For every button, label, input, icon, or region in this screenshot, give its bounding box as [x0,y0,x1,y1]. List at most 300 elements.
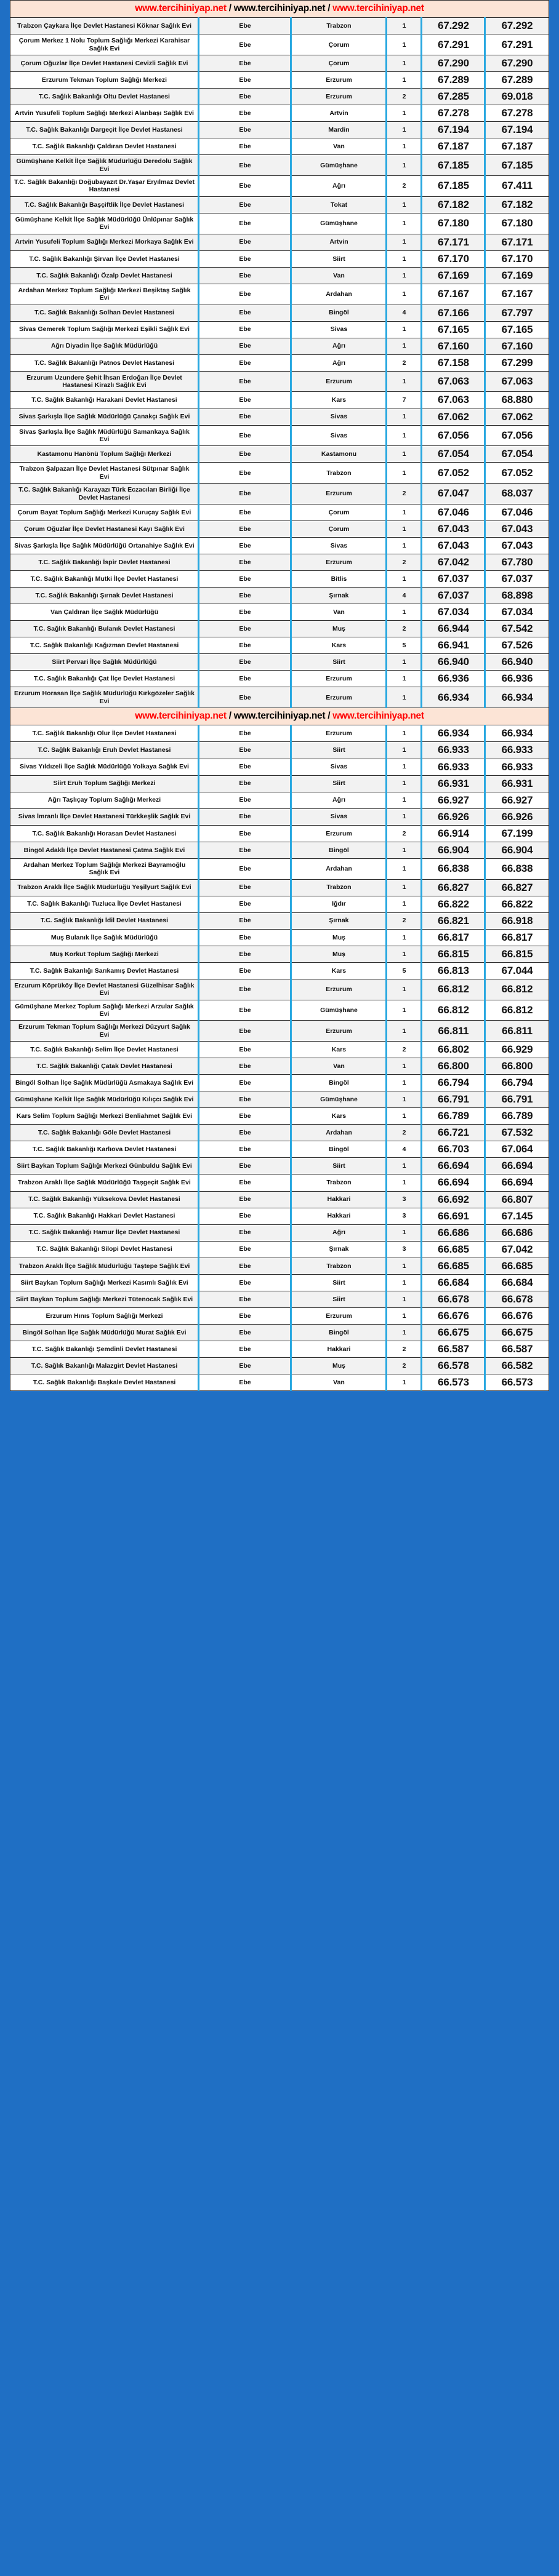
city-cell: Siirt [291,742,387,759]
quota-cell: 1 [387,654,422,671]
institution-name-cell: T.C. Sağlık Bakanlığı Tuzluca İlçe Devlet Hastanesi [10,896,199,912]
institution-name-cell: T.C. Sağlık Bakanlığı Çatak Devlet Hastanesi [10,1058,199,1075]
table-row [10,879,549,896]
min-score-cell: 67.054 [422,446,485,463]
city-cell: Sivas [291,321,387,338]
max-score-cell: 67.034 [485,604,549,621]
quota-cell: 1 [387,284,422,305]
min-score-cell: 66.676 [422,1307,485,1324]
table-row [10,588,549,604]
title-cell: Ebe [199,392,291,409]
min-score-cell: 67.278 [422,105,485,122]
min-score-cell: 66.812 [422,979,485,1000]
title-cell: Ebe [199,742,291,759]
quota-cell: 1 [387,879,422,896]
city-cell: Ağrı [291,354,387,371]
table-row [10,1274,549,1291]
quota-cell: 1 [387,1021,422,1042]
quota-cell: 2 [387,825,422,842]
max-score-cell: 66.822 [485,896,549,912]
city-cell: Siirt [291,1274,387,1291]
table-row [10,155,549,176]
title-cell: Ebe [199,305,291,321]
institution-name-cell: Ardahan Merkez Toplum Sağlığı Merkezi Bayramoğlu Sağlık Evi [10,858,199,879]
watermark-part-3: www.tercihiniyap.net [332,3,424,14]
quota-cell: 1 [387,571,422,588]
table-row [10,409,549,425]
min-score-cell: 66.817 [422,929,485,946]
quota-cell: 1 [387,250,422,267]
max-score-cell: 67.145 [485,1208,549,1224]
quota-cell: 1 [387,105,422,122]
watermark-part-2: www.tercihiniyap.net [233,3,326,14]
city-cell: Sivas [291,425,387,446]
city-cell: Hakkari [291,1341,387,1357]
title-cell: Ebe [199,105,291,122]
city-cell: Erzurum [291,72,387,89]
city-cell: Trabzon [291,1258,387,1274]
max-score-cell: 66.815 [485,946,549,962]
min-score-cell: 66.941 [422,637,485,654]
table-row [10,425,549,446]
city-cell: Iğdır [291,896,387,912]
min-score-cell: 66.675 [422,1324,485,1341]
quota-cell: 4 [387,1141,422,1158]
institution-name-cell: Trabzon Çaykara İlçe Devlet Hastanesi Köknar Sağlık Evi [10,18,199,34]
min-score-cell: 67.063 [422,371,485,392]
watermark-part-2: www.tercihiniyap.net [233,711,326,722]
city-cell: Çorum [291,520,387,537]
title-cell: Ebe [199,1125,291,1141]
institution-name-cell: T.C. Sağlık Bakanlığı Göle Devlet Hastanesi [10,1125,199,1141]
table-row [10,1000,549,1021]
table-row [10,742,549,759]
min-score-cell: 67.292 [422,18,485,34]
min-score-cell: 67.034 [422,604,485,621]
institution-name-cell: T.C. Sağlık Bakanlığı Başkale Devlet Hastanesi [10,1374,199,1391]
quota-cell: 1 [387,34,422,55]
table-row [10,504,549,520]
city-cell: Sivas [291,759,387,775]
institution-name-cell: Bingöl Adaklı İlçe Devlet Hastanesi Çatma Sağlık Evi [10,842,199,858]
min-score-cell: 67.037 [422,571,485,588]
city-cell: Bingöl [291,1075,387,1091]
max-score-cell: 67.299 [485,354,549,371]
max-score-cell: 66.587 [485,1341,549,1357]
institution-name-cell: T.C. Sağlık Bakanlığı Solhan Devlet Hastanesi [10,305,199,321]
watermark-separator-2: / [325,711,333,722]
city-cell: Erzurum [291,979,387,1000]
table-row [10,234,549,250]
title-cell: Ebe [199,1291,291,1307]
city-cell: Artvin [291,105,387,122]
max-score-cell: 67.194 [485,122,549,138]
quota-cell: 1 [387,1258,422,1274]
max-score-cell: 67.292 [485,18,549,34]
city-cell: Siirt [291,250,387,267]
city-cell: Van [291,138,387,155]
quota-cell: 1 [387,338,422,354]
quota-cell: 1 [387,504,422,520]
city-cell: Şırnak [291,588,387,604]
max-score-cell: 66.904 [485,842,549,858]
title-cell: Ebe [199,1241,291,1258]
max-score-cell: 67.526 [485,637,549,654]
institution-name-cell: T.C. Sağlık Bakanlığı Malazgirt Devlet Hastanesi [10,1357,199,1374]
max-score-cell: 66.940 [485,654,549,671]
table-row [10,446,549,463]
quota-cell: 1 [387,409,422,425]
quota-cell: 1 [387,18,422,34]
title-cell: Ebe [199,89,291,105]
max-score-cell: 66.676 [485,1307,549,1324]
city-cell: Kastamonu [291,446,387,463]
min-score-cell: 66.933 [422,759,485,775]
city-cell: Şırnak [291,912,387,929]
max-score-cell: 66.789 [485,1108,549,1125]
quota-cell: 2 [387,621,422,637]
max-score-cell: 67.062 [485,409,549,425]
city-cell: Mardin [291,122,387,138]
table-row [10,759,549,775]
city-cell: Ardahan [291,858,387,879]
max-score-cell: 67.063 [485,371,549,392]
quota-cell: 1 [387,520,422,537]
title-cell: Ebe [199,1374,291,1391]
city-cell: Erzurum [291,671,387,687]
min-score-cell: 67.047 [422,484,485,504]
min-score-cell: 67.052 [422,463,485,484]
min-score-cell: 67.194 [422,122,485,138]
min-score-cell: 67.289 [422,72,485,89]
table-row [10,1324,549,1341]
max-score-cell: 66.675 [485,1324,549,1341]
institution-name-cell: Siirt Baykan Toplum Sağlığı Merkezi Günbuldu Sağlık Evi [10,1158,199,1174]
quota-cell: 2 [387,1125,422,1141]
watermark-text [10,1,549,18]
max-score-cell: 66.936 [485,671,549,687]
min-score-cell: 66.794 [422,1075,485,1091]
min-score-cell: 67.170 [422,250,485,267]
title-cell: Ebe [199,267,291,284]
title-cell: Ebe [199,1274,291,1291]
institution-name-cell: Çorum Bayat Toplum Sağlığı Merkezi Kuruçay Sağlık Evi [10,504,199,520]
quota-cell: 1 [387,1274,422,1291]
title-cell: Ebe [199,371,291,392]
city-cell: Van [291,604,387,621]
title-cell: Ebe [199,896,291,912]
title-cell: Ebe [199,554,291,571]
city-cell: Hakkari [291,1191,387,1208]
max-score-cell: 66.573 [485,1374,549,1391]
table-row [10,305,549,321]
min-score-cell: 66.934 [422,687,485,708]
city-cell: Trabzon [291,1174,387,1191]
quota-cell: 1 [387,1075,422,1091]
city-cell: Ağrı [291,1224,387,1241]
max-score-cell: 66.933 [485,742,549,759]
min-score-cell: 66.931 [422,775,485,792]
city-cell: Erzurum [291,484,387,504]
table-row [10,1258,549,1274]
watermark-row [10,1,549,18]
max-score-cell: 67.182 [485,196,549,213]
institution-name-cell: Bingöl Solhan İlçe Sağlık Müdürlüğü Asmakaya Sağlık Evi [10,1075,199,1091]
institution-name-cell: T.C. Sağlık Bakanlığı Doğubayazıt Dr.Yaşar Eryılmaz Devlet Hastanesi [10,176,199,197]
max-score-cell: 68.898 [485,588,549,604]
max-score-cell: 67.167 [485,284,549,305]
quota-cell: 1 [387,425,422,446]
table-row [10,55,549,72]
table-row [10,1241,549,1258]
title-cell: Ebe [199,504,291,520]
institution-name-cell: T.C. Sağlık Bakanlığı Başçiftlik İlçe Devlet Hastanesi [10,196,199,213]
city-cell: Kars [291,637,387,654]
max-score-cell: 66.694 [485,1158,549,1174]
watermark-text [10,708,549,725]
institution-name-cell: T.C. Sağlık Bakanlığı Karlıova Devlet Hastanesi [10,1141,199,1158]
max-score-cell: 67.160 [485,338,549,354]
table-row [10,321,549,338]
city-cell: Muş [291,1357,387,1374]
max-score-cell: 66.794 [485,1075,549,1091]
title-cell: Ebe [199,321,291,338]
institution-name-cell: T.C. Sağlık Bakanlığı Karayazı Türk Eczacıları Birliği İlçe Devlet Hastanesi [10,484,199,504]
title-cell: Ebe [199,409,291,425]
quota-cell: 1 [387,267,422,284]
city-cell: Erzurum [291,1021,387,1042]
institution-name-cell: Sivas Şarkışla İlçe Sağlık Müdürlüğü Samankaya Sağlık Evi [10,425,199,446]
institution-name-cell: T.C. Sağlık Bakanlığı Hakkari Devlet Hastanesi [10,1208,199,1224]
title-cell: Ebe [199,725,291,742]
institution-name-cell: T.C. Sağlık Bakanlığı Oltu Devlet Hastanesi [10,89,199,105]
min-score-cell: 67.185 [422,155,485,176]
institution-name-cell: Trabzon Araklı İlçe Sağlık Müdürlüğü Yeşilyurt Sağlık Evi [10,879,199,896]
table-row [10,896,549,912]
min-score-cell: 67.171 [422,234,485,250]
min-score-cell: 66.940 [422,654,485,671]
max-score-cell: 67.171 [485,234,549,250]
institution-name-cell: T.C. Sağlık Bakanlığı İspir Devlet Hastanesi [10,554,199,571]
watermark-row [10,708,549,725]
quota-cell: 1 [387,1091,422,1108]
quota-cell: 1 [387,1224,422,1241]
city-cell: Sivas [291,537,387,554]
quota-cell: 1 [387,671,422,687]
institution-name-cell: Siirt Baykan Toplum Sağlığı Merkezi Tütenocak Sağlık Evi [10,1291,199,1307]
min-score-cell: 66.721 [422,1125,485,1141]
min-score-cell: 67.180 [422,213,485,234]
title-cell: Ebe [199,879,291,896]
title-cell: Ebe [199,122,291,138]
table-row [10,792,549,808]
quota-cell: 1 [387,234,422,250]
max-score-cell: 66.934 [485,725,549,742]
title-cell: Ebe [199,284,291,305]
quota-cell: 1 [387,1058,422,1075]
title-cell: Ebe [199,858,291,879]
city-cell: Şırnak [291,1241,387,1258]
title-cell: Ebe [199,1075,291,1091]
institution-name-cell: T.C. Sağlık Bakanlığı Yüksekova Devlet Hastanesi [10,1191,199,1208]
quota-cell: 5 [387,962,422,979]
city-cell: Trabzon [291,18,387,34]
min-score-cell: 66.791 [422,1091,485,1108]
city-cell: Erzurum [291,554,387,571]
city-cell: Erzurum [291,725,387,742]
table-row [10,1307,549,1324]
title-cell: Ebe [199,842,291,858]
title-cell: Ebe [199,1191,291,1208]
city-cell: Kars [291,1042,387,1058]
city-cell: Erzurum [291,825,387,842]
title-cell: Ebe [199,808,291,825]
table-row [10,842,549,858]
title-cell: Ebe [199,775,291,792]
min-score-cell: 66.904 [422,842,485,858]
title-cell: Ebe [199,1224,291,1241]
institution-name-cell: Sivas Yıldızeli İlçe Sağlık Müdürlüğü Yolkaya Sağlık Evi [10,759,199,775]
max-score-cell: 66.933 [485,759,549,775]
max-score-cell: 68.880 [485,392,549,409]
title-cell: Ebe [199,1108,291,1125]
quota-cell: 1 [387,213,422,234]
title-cell: Ebe [199,979,291,1000]
table-row [10,1091,549,1108]
min-score-cell: 66.811 [422,1021,485,1042]
institution-name-cell: Çorum Oğuzlar İlçe Devlet Hastanesi Cevizli Sağlık Evi [10,55,199,72]
max-score-cell: 66.807 [485,1191,549,1208]
title-cell: Ebe [199,1208,291,1224]
institution-name-cell: Siirt Baykan Toplum Sağlığı Merkezi Kasımlı Sağlık Evi [10,1274,199,1291]
institution-name-cell: Erzurum Tekman Toplum Sağlığı Merkezi Düzyurt Sağlık Evi [10,1021,199,1042]
min-score-cell: 66.573 [422,1374,485,1391]
table-row [10,687,549,708]
quota-cell: 1 [387,842,422,858]
institution-name-cell: T.C. Sağlık Bakanlığı Sarıkamış Devlet Hastanesi [10,962,199,979]
institution-name-cell: Sivas Şarkışla İlçe Sağlık Müdürlüğü Çanakçı Sağlık Evi [10,409,199,425]
quota-cell: 1 [387,1000,422,1021]
table-row [10,1374,549,1391]
city-cell: Bitlis [291,571,387,588]
institution-name-cell: Trabzon Araklı İlçe Sağlık Müdürlüğü Taştepe Sağlık Evi [10,1258,199,1274]
max-score-cell: 67.187 [485,138,549,155]
institution-name-cell: Çorum Oğuzlar İlçe Devlet Hastanesi Kayı Sağlık Evi [10,520,199,537]
table-row [10,654,549,671]
city-cell: Siirt [291,1158,387,1174]
institution-name-cell: Erzurum Hınıs Toplum Sağlığı Merkezi [10,1307,199,1324]
max-score-cell: 67.037 [485,571,549,588]
min-score-cell: 67.062 [422,409,485,425]
title-cell: Ebe [199,962,291,979]
watermark-separator-2: / [325,3,333,14]
min-score-cell: 67.169 [422,267,485,284]
table-row [10,176,549,197]
min-score-cell: 66.926 [422,808,485,825]
table-row [10,1075,549,1091]
institution-name-cell: Gümüşhane Kelkit İlçe Sağlık Müdürlüğü Deredolu Sağlık Evi [10,155,199,176]
max-score-cell: 67.042 [485,1241,549,1258]
title-cell: Ebe [199,637,291,654]
quota-cell: 1 [387,742,422,759]
table-row [10,1174,549,1191]
institution-name-cell: Sivas İmranlı İlçe Devlet Hastanesi Türkkeşlik Sağlık Evi [10,808,199,825]
table-row [10,18,549,34]
title-cell: Ebe [199,654,291,671]
max-score-cell: 67.278 [485,105,549,122]
max-score-cell: 66.817 [485,929,549,946]
quota-cell: 1 [387,604,422,621]
title-cell: Ebe [199,250,291,267]
quota-cell: 5 [387,637,422,654]
city-cell: Bingöl [291,842,387,858]
title-cell: Ebe [199,1307,291,1324]
title-cell: Ebe [199,1158,291,1174]
city-cell: Ağrı [291,176,387,197]
title-cell: Ebe [199,588,291,604]
city-cell: Gümüşhane [291,1000,387,1021]
city-cell: Muş [291,946,387,962]
title-cell: Ebe [199,671,291,687]
min-score-cell: 67.182 [422,196,485,213]
quota-cell: 1 [387,463,422,484]
placement-score-table [10,0,549,1391]
quota-cell: 1 [387,72,422,89]
min-score-cell: 66.578 [422,1357,485,1374]
table-row [10,122,549,138]
institution-name-cell: T.C. Sağlık Bakanlığı İdil Devlet Hastanesi [10,912,199,929]
institution-name-cell: Ardahan Merkez Toplum Sağlığı Merkezi Beşiktaş Sağlık Evi [10,284,199,305]
max-score-cell: 66.800 [485,1058,549,1075]
quota-cell: 1 [387,446,422,463]
max-score-cell: 67.165 [485,321,549,338]
institution-name-cell: T.C. Sağlık Bakanlığı Olur İlçe Devlet Hastanesi [10,725,199,742]
title-cell: Ebe [199,1021,291,1042]
watermark-separator-1: / [226,3,234,14]
min-score-cell: 66.933 [422,742,485,759]
institution-name-cell: Gümüşhane Kelkit İlçe Sağlık Müdürlüğü Kılıçcı Sağlık Evi [10,1091,199,1108]
table-row [10,1208,549,1224]
title-cell: Ebe [199,176,291,197]
title-cell: Ebe [199,34,291,55]
max-score-cell: 66.838 [485,858,549,879]
title-cell: Ebe [199,929,291,946]
quota-cell: 1 [387,687,422,708]
city-cell: Artvin [291,234,387,250]
quota-cell: 1 [387,775,422,792]
quota-cell: 1 [387,138,422,155]
table-row [10,371,549,392]
table-row [10,537,549,554]
title-cell: Ebe [199,1357,291,1374]
table-row [10,1021,549,1042]
quota-cell: 1 [387,55,422,72]
max-score-cell: 67.290 [485,55,549,72]
quota-cell: 2 [387,354,422,371]
table-row [10,89,549,105]
quota-cell: 1 [387,792,422,808]
max-score-cell: 66.686 [485,1224,549,1241]
title-cell: Ebe [199,825,291,842]
max-score-cell: 67.169 [485,267,549,284]
city-cell: Van [291,267,387,284]
institution-name-cell: Siirt Pervari İlçe Sağlık Müdürlüğü [10,654,199,671]
table-row [10,979,549,1000]
min-score-cell: 66.587 [422,1341,485,1357]
max-score-cell: 67.289 [485,72,549,89]
title-cell: Ebe [199,792,291,808]
institution-name-cell: T.C. Sağlık Bakanlığı Özalp Devlet Hastanesi [10,267,199,284]
